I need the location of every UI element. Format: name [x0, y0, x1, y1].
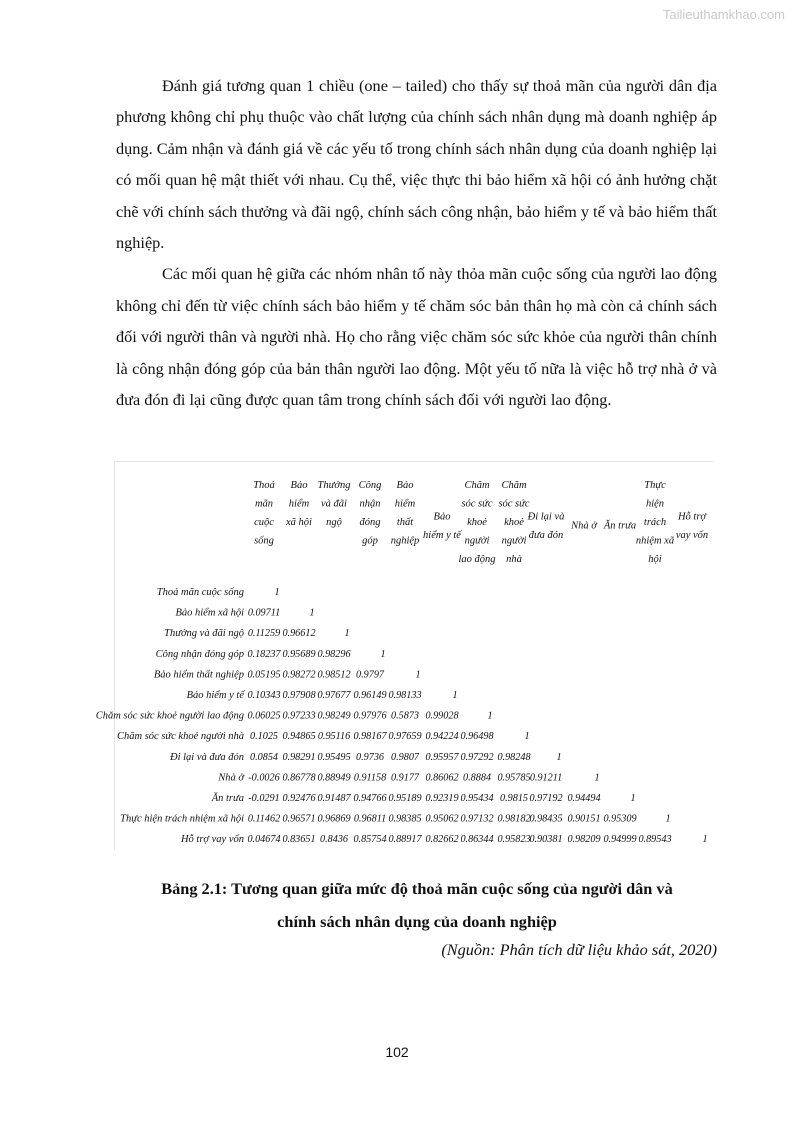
- table-cell: 1: [556, 751, 562, 763]
- table-cell: 1: [344, 628, 350, 640]
- table-cell: 0.9807: [390, 751, 420, 763]
- column-header: trách: [643, 517, 667, 528]
- table-cell: 0.94999: [603, 834, 637, 846]
- column-header: Bảo: [290, 480, 308, 491]
- table-cell: 1: [274, 587, 280, 598]
- table-cell: 1: [665, 813, 671, 825]
- table-cell: 0.97292: [460, 751, 494, 763]
- table-cell: -0.0026: [248, 772, 280, 784]
- table-cell: 0.98249: [317, 710, 351, 722]
- table-cell: 0.8884: [462, 772, 492, 784]
- table-cell: 0.85754: [353, 834, 387, 846]
- row-label: Bảo hiểm y tế: [186, 690, 244, 701]
- column-header: hiểm y tế: [423, 529, 461, 541]
- column-header: mãn: [254, 498, 274, 510]
- column-header: vay vốn: [675, 529, 709, 541]
- paragraph-2: Các mối quan hệ giữa các nhóm nhân tố này thỏa mãn cuộc sống của người lao động không chỉ đến từ việc chính sách bảo hiểm y tế chăm sóc bản thân họ mà còn cả chính sách đối với người thân và người nhà. Họ cho rằng việc chăm sóc sức khỏe của người thân chính là công nhận đóng góp của bản thân người lao động. Một yếu tố nữa là việc hỗ trợ nhà ở và đưa đón đi lại cũng được quan tâm trong chính sách đối với người lao động.: [116, 264, 717, 410]
- column-header: Đi lại và: [527, 511, 565, 523]
- page-number: 102: [385, 1044, 409, 1060]
- table-cell: 0.9815: [499, 793, 529, 804]
- table-cell: 0.9736: [355, 751, 385, 763]
- table-cell: 0.97192: [529, 793, 563, 804]
- column-header: cuộc: [254, 517, 274, 528]
- row-label: Bảo hiểm thất nghiệp: [153, 669, 244, 681]
- table-cell: 0.05195: [247, 669, 281, 681]
- table-cell: 0.86062: [425, 772, 459, 784]
- table-cell: 0.04674: [247, 834, 281, 846]
- table-cell: 0.96811: [353, 813, 387, 825]
- table-cell: 0.90381: [529, 834, 563, 846]
- table-cell: 0.88949: [317, 772, 351, 784]
- table-cell: 1: [487, 710, 493, 722]
- table-cell: 0.97677: [317, 690, 351, 701]
- column-header: khoẻ: [467, 517, 487, 528]
- table-cell: 0.94865: [282, 731, 316, 743]
- column-header: thất: [396, 517, 414, 528]
- table-cell: 0.95116: [317, 731, 351, 743]
- row-label: Hỗ trợ vay vốn: [180, 834, 244, 846]
- table-cell: 0.0854: [249, 751, 279, 763]
- column-header: khoẻ: [504, 517, 524, 528]
- column-header: Công: [358, 480, 382, 491]
- table-cell: 0.18237: [247, 648, 281, 660]
- table-cell: 0.94224: [425, 731, 459, 743]
- table-cell: 0.98133: [388, 690, 422, 701]
- table-cell: 0.88917: [388, 834, 422, 846]
- table-cell: 1: [415, 669, 421, 681]
- table-cell: 0.91211: [529, 772, 563, 784]
- table-cell: 0.98512: [317, 669, 351, 681]
- table-cell: 0.96149: [353, 690, 387, 701]
- column-header: Thưởng: [317, 480, 351, 491]
- column-header: lao động: [458, 554, 496, 565]
- table-cell: 0.9797: [355, 669, 385, 681]
- caption-line-1: Bảng 2.1: Tương quan giữa mức độ thoả mãn cuộc sống của người dân và: [161, 879, 673, 898]
- table-cell: 1: [309, 607, 315, 619]
- table-cell: 0.95434: [460, 793, 494, 804]
- table-cell: 0.9177: [390, 772, 420, 784]
- column-header: sống: [254, 535, 274, 547]
- table-cell: 0.98435: [529, 813, 563, 825]
- column-header: xã hội: [286, 517, 312, 528]
- table-cell: 0.96612: [282, 628, 316, 640]
- table-cell: 0.98291: [282, 751, 316, 763]
- column-header: hiện: [645, 498, 665, 510]
- row-label: Đi lại và đưa đón: [170, 751, 244, 763]
- table-cell: 0.92476: [282, 793, 316, 804]
- table-cell: 0.97233: [282, 710, 316, 722]
- column-header: đóng: [359, 517, 381, 528]
- column-header: Thoả: [253, 480, 275, 491]
- table-cell: 1: [380, 648, 386, 660]
- table-cell: -0.0291: [248, 793, 280, 804]
- table-cell: 0.94766: [353, 793, 387, 804]
- table-cell: 0.95062: [425, 813, 459, 825]
- column-header: nhiệm xã: [635, 535, 675, 547]
- table-cell: 0.1025: [249, 731, 279, 743]
- row-label: Bảo hiểm xã hội: [175, 607, 244, 619]
- column-header: Chăm: [464, 480, 490, 491]
- column-header: nghiệp: [390, 535, 420, 547]
- table-cell: 0.91487: [317, 793, 351, 804]
- table-cell: 0.99028: [425, 710, 459, 722]
- table-cell: 0.95957: [425, 751, 459, 763]
- correlation-table: [95, 461, 713, 850]
- column-header: sóc sức: [498, 498, 530, 510]
- row-label: Thực hiện trách nhiệm xã hội: [120, 813, 244, 825]
- table-cell: 0.90151: [567, 813, 601, 825]
- row-label: Chăm sóc sức khoẻ người nhà: [117, 731, 244, 743]
- table-cell: 1: [630, 793, 636, 804]
- table-cell: 0.98296: [317, 648, 351, 660]
- column-header: Thực: [644, 480, 666, 491]
- table-cell: 0.96869: [317, 813, 351, 825]
- table-cell: 1: [524, 731, 530, 743]
- column-header: hội: [648, 554, 662, 565]
- table-cell: 0.06025: [247, 710, 281, 722]
- table-cell: 0.98209: [567, 834, 601, 846]
- row-label: Thưởng và đãi ngộ: [164, 628, 244, 640]
- column-header: hiểm: [394, 498, 416, 510]
- caption-line-2: chính sách nhân dụng của doanh nghiệp: [277, 912, 557, 931]
- table-cell: 1: [702, 834, 708, 846]
- table-cell: 0.11259: [247, 628, 281, 640]
- column-header: Hỗ trợ: [677, 511, 707, 523]
- table-cell: 0.82662: [425, 834, 459, 846]
- table-cell: 0.96571: [282, 813, 316, 825]
- table-cell: 0.5873: [390, 710, 420, 722]
- table-cell: 1: [594, 772, 600, 784]
- row-label: Ăn trưa: [211, 793, 244, 804]
- table-cell: 0.95785: [497, 772, 531, 784]
- table-cell: 0.95309: [603, 813, 637, 825]
- row-label: Công nhận đóng góp: [155, 648, 244, 660]
- table-cell: 0.10343: [247, 690, 281, 701]
- table-cell: 0.97659: [388, 731, 422, 743]
- table-cell: 0.98248: [497, 751, 531, 763]
- column-header: ngộ: [326, 517, 342, 528]
- body-text: [116, 70, 717, 415]
- table-cell: 0.97908: [282, 690, 316, 701]
- table-cell: 0.11462: [247, 813, 281, 825]
- table-cell: 0.92319: [425, 793, 459, 804]
- table-cell: 0.83651: [282, 834, 316, 846]
- column-header: Chăm: [501, 480, 527, 491]
- table-cell: 0.96498: [460, 731, 494, 743]
- column-header: Bảo: [396, 480, 414, 491]
- column-header: hiểm: [288, 498, 310, 510]
- column-header: và đãi: [321, 498, 347, 510]
- column-header: người: [501, 535, 527, 547]
- table-cell: 0.95823: [497, 834, 531, 846]
- watermark: Tailieuthamkhao.com: [662, 7, 785, 22]
- table-cell: 0.95689: [282, 648, 316, 660]
- table-cell: 0.98385: [388, 813, 422, 825]
- table-cell: 0.09711: [247, 607, 281, 619]
- row-label: Chăm sóc sức khoẻ người lao động: [95, 710, 244, 722]
- table-cell: 0.97976: [353, 710, 387, 722]
- table-cell: 1: [452, 690, 458, 701]
- table-cell: 0.98167: [353, 731, 387, 743]
- paragraph-1: Đánh giá tương quan 1 chiều (one – tailed) cho thấy sự thoả mãn của người dân địa phương không chỉ phụ thuộc vào chất lượng của chính sách nhân dụng mà doanh nghiệp áp dụng. Cảm nhận và đánh giá về các yếu tố trong chính sách nhân dụng của doanh nghiệp lại có mối quan hệ mật thiết với nhau. Cụ thể, việc thực thi bảo hiểm xã hội có ảnh hưởng chặt chẽ với chính sách thưởng và đãi ngộ, chính sách công nhận, bảo hiểm y tế và bảo hiểm thất nghiệp.: [116, 76, 717, 253]
- table-cell: 0.91158: [353, 772, 387, 784]
- column-header: người: [464, 535, 490, 547]
- column-header: góp: [362, 535, 378, 547]
- table-cell: 0.95189: [388, 793, 422, 804]
- table-cell: 0.8436: [319, 834, 349, 846]
- column-header: sóc sức: [461, 498, 493, 510]
- table-cell: 0.98182: [497, 813, 531, 825]
- table-cell: 0.86344: [460, 834, 494, 846]
- table-caption: [100, 872, 734, 938]
- correlation-table-svg: [95, 462, 713, 850]
- table-cell: 0.97132: [460, 813, 494, 825]
- column-header: nhà: [506, 554, 522, 565]
- table-cell: 0.86778: [282, 772, 316, 784]
- column-header: đưa đón: [528, 529, 564, 541]
- table-cell: 0.89543: [638, 834, 672, 846]
- row-label: Thoả mãn cuộc sống: [156, 587, 244, 598]
- table-cell: 0.94494: [567, 793, 601, 804]
- column-header: Bảo: [433, 511, 451, 523]
- column-header: Ăn trưa: [603, 520, 637, 532]
- row-label: Nhà ở: [218, 772, 244, 784]
- column-header: nhận: [359, 498, 381, 510]
- table-cell: 0.95495: [317, 751, 351, 763]
- table-cell: 0.98272: [282, 669, 316, 681]
- column-header: Nhà ở: [571, 520, 597, 532]
- table-source: (Nguồn: Phân tích dữ liệu khảo sát, 2020): [441, 940, 717, 959]
